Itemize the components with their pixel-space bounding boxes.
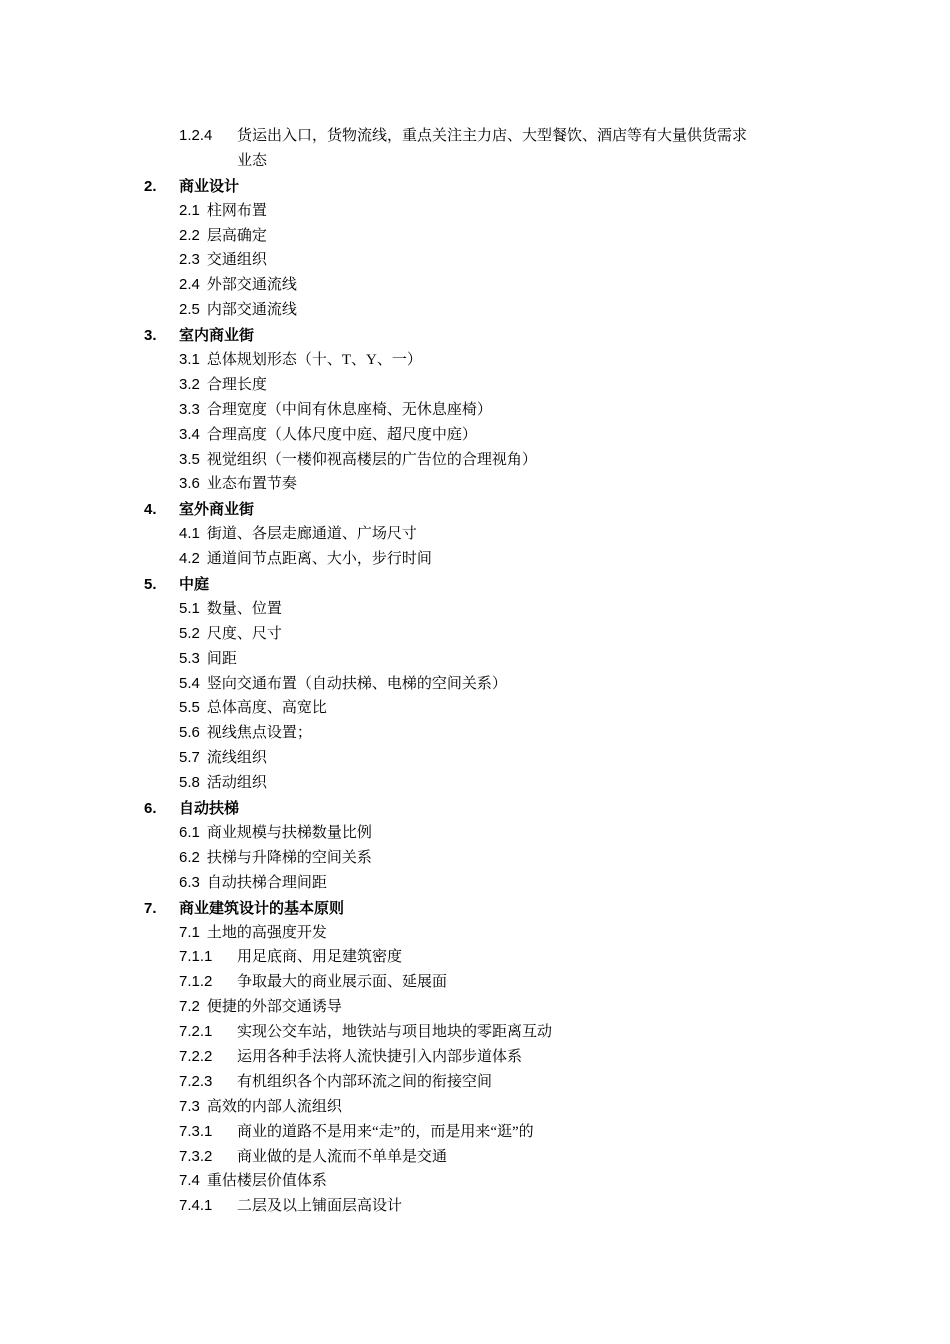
item-text: 间距	[206, 650, 237, 667]
item-text: 尺度、尺寸	[206, 625, 282, 642]
item-number: 7.4	[179, 1172, 200, 1190]
item-number: 2.2	[179, 226, 200, 244]
heading-text: 商业建筑设计的基本原则	[179, 898, 345, 917]
item-number: 3.2	[179, 375, 200, 393]
item-number: 7.1.2	[179, 973, 213, 991]
item-number: 5.7	[179, 749, 200, 767]
item-number: 2.4	[179, 276, 200, 294]
item-number: 3.4	[179, 425, 200, 443]
item-number: 6.2	[179, 848, 200, 866]
heading-3	[144, 323, 824, 348]
item-5-7	[144, 746, 824, 771]
item-text: 通道间节点距离、大小，步行时间	[206, 551, 432, 568]
item-text: 总体规划形态（十、T、Y、一）	[206, 352, 422, 369]
item-number: 7.2.1	[179, 1023, 213, 1041]
item-3-1	[144, 348, 824, 373]
item-text: 合理高度（人体尺度中庭、超尺度中庭）	[206, 426, 477, 443]
heading-number: 2.	[144, 177, 157, 195]
item-4-2	[144, 547, 824, 572]
heading-text: 自动扶梯	[179, 799, 240, 818]
item-1-2-4	[144, 124, 824, 149]
item-number: 4.2	[179, 550, 200, 568]
heading-number: 3.	[144, 327, 157, 345]
item-number: 7.1	[179, 923, 200, 941]
item-7-2-3	[144, 1070, 824, 1095]
item-7-2-1	[144, 1020, 824, 1045]
item-number: 3.3	[179, 400, 200, 418]
item-number: 4.1	[179, 525, 200, 543]
item-number: 3.6	[179, 475, 200, 493]
item-number: 6.1	[179, 823, 200, 841]
item-7-3-2	[144, 1145, 824, 1170]
item-text: 合理长度	[206, 376, 267, 393]
item-2-3	[144, 248, 824, 273]
item-number: 7.3	[179, 1097, 200, 1115]
item-text: 合理宽度（中间有休息座椅、无休息座椅）	[206, 401, 492, 418]
item-5-2	[144, 622, 824, 647]
item-7-1-1	[144, 945, 824, 970]
item-7-2	[144, 995, 824, 1020]
item-number: 5.6	[179, 724, 200, 742]
item-number: 3.5	[179, 450, 200, 468]
item-3-3	[144, 398, 824, 423]
item-5-6	[144, 721, 824, 746]
item-text: 活动组织	[206, 775, 267, 792]
item-text: 扶梯与升降梯的空间关系	[206, 849, 372, 866]
item-text: 土地的高强度开发	[206, 924, 327, 941]
item-number: 7.2.3	[179, 1072, 213, 1090]
item-6-3	[144, 871, 824, 896]
heading-text: 中庭	[179, 575, 210, 594]
item-number: 7.2.2	[179, 1047, 213, 1065]
item-text: 柱网布置	[206, 202, 267, 219]
heading-2	[144, 174, 824, 199]
item-7-1	[144, 921, 824, 946]
item-number: 7.3.1	[179, 1122, 213, 1140]
item-7-3	[144, 1095, 824, 1120]
item-text: 业态布置节奏	[206, 476, 297, 493]
item-number: 5.2	[179, 624, 200, 642]
item-text: 商业的道路不是用来“走”的，而是用来“逛”的	[237, 1123, 534, 1140]
item-number: 7.2	[179, 998, 200, 1016]
heading-number: 5.	[144, 576, 157, 594]
item-2-1	[144, 199, 824, 224]
heading-text: 商业设计	[179, 176, 240, 195]
item-number: 5.8	[179, 774, 200, 792]
item-text: 视线焦点设置；	[206, 725, 312, 742]
heading-text: 室外商业街	[179, 500, 255, 519]
item-text: 运用各种手法将人流快捷引入内部步道体系	[237, 1048, 523, 1065]
outline-list	[144, 124, 824, 1219]
item-text: 争取最大的商业展示面、延展面	[237, 974, 448, 991]
item-5-3	[144, 647, 824, 672]
item-text: 数量、位置	[206, 600, 282, 617]
item-2-4	[144, 273, 824, 298]
item-2-2	[144, 224, 824, 249]
item-text: 重估楼层价值体系	[206, 1173, 327, 1190]
item-text: 有机组织各个内部环流之间的衔接空间	[237, 1073, 493, 1090]
item-5-4	[144, 672, 824, 697]
heading-6	[144, 796, 824, 821]
heading-4	[144, 497, 824, 522]
item-text: 街道、各层走廊通道、广场尺寸	[206, 526, 417, 543]
item-number: 2.1	[179, 201, 200, 219]
item-number: 5.4	[179, 674, 200, 692]
item-7-4-1	[144, 1194, 824, 1219]
item-3-2	[144, 373, 824, 398]
item-text: 流线组织	[206, 750, 267, 767]
heading-5	[144, 572, 824, 597]
item-5-5	[144, 696, 824, 721]
item-7-2-2	[144, 1045, 824, 1070]
item-number: 5.1	[179, 599, 200, 617]
item-text: 竖向交通布置（自动扶梯、电梯的空间关系）	[206, 675, 507, 692]
item-text: 二层及以上铺面层高设计	[237, 1198, 403, 1215]
item-7-4	[144, 1169, 824, 1194]
item-text: 外部交通流线	[206, 277, 297, 294]
item-text: 业态	[237, 152, 268, 169]
item-7-1-2	[144, 970, 824, 995]
item-text: 用足底商、用足建筑密度	[237, 949, 403, 966]
item-text: 总体高度、高宽比	[206, 700, 327, 717]
item-3-4	[144, 423, 824, 448]
item-number: 1.2.4	[179, 127, 213, 144]
item-text: 层高确定	[206, 227, 267, 244]
item-number: 5.5	[179, 699, 200, 717]
item-6-2	[144, 846, 824, 871]
item-number: 5.3	[179, 649, 200, 667]
item-number: 3.1	[179, 351, 200, 369]
item-text: 视觉组织（一楼仰视高楼层的广告位的合理视角）	[206, 451, 537, 468]
item-3-6	[144, 472, 824, 497]
item-text: 内部交通流线	[206, 302, 297, 319]
item-text: 便捷的外部交通诱导	[206, 999, 342, 1016]
item-4-1	[144, 522, 824, 547]
item-2-5	[144, 298, 824, 323]
item-5-1	[144, 597, 824, 622]
heading-number: 7.	[144, 899, 157, 917]
item-text: 货运出入口，货物流线，重点关注主力店、大型餐饮、酒店等有大量供货需求	[237, 128, 748, 144]
item-number: 7.4.1	[179, 1197, 213, 1215]
item-6-1	[144, 821, 824, 846]
item-3-5	[144, 448, 824, 473]
item-number: 2.3	[179, 251, 200, 269]
item-5-8	[144, 771, 824, 796]
item-number: 2.5	[179, 301, 200, 319]
item-1-2-4-continuation	[144, 149, 824, 174]
heading-number: 4.	[144, 501, 157, 519]
item-number: 6.3	[179, 873, 200, 891]
item-text: 自动扶梯合理间距	[206, 874, 327, 891]
item-text: 交通组织	[206, 252, 267, 269]
item-number: 7.3.2	[179, 1147, 213, 1165]
item-7-3-1	[144, 1120, 824, 1145]
heading-text: 室内商业街	[179, 326, 255, 345]
item-text: 商业做的是人流而不单单是交通	[237, 1148, 448, 1165]
heading-7	[144, 896, 824, 921]
item-text: 高效的内部人流组织	[206, 1098, 342, 1115]
item-number: 7.1.1	[179, 948, 213, 966]
item-text: 商业规模与扶梯数量比例	[206, 824, 372, 841]
item-text: 实现公交车站，地铁站与项目地块的零距离互动	[237, 1024, 553, 1041]
heading-number: 6.	[144, 800, 157, 818]
